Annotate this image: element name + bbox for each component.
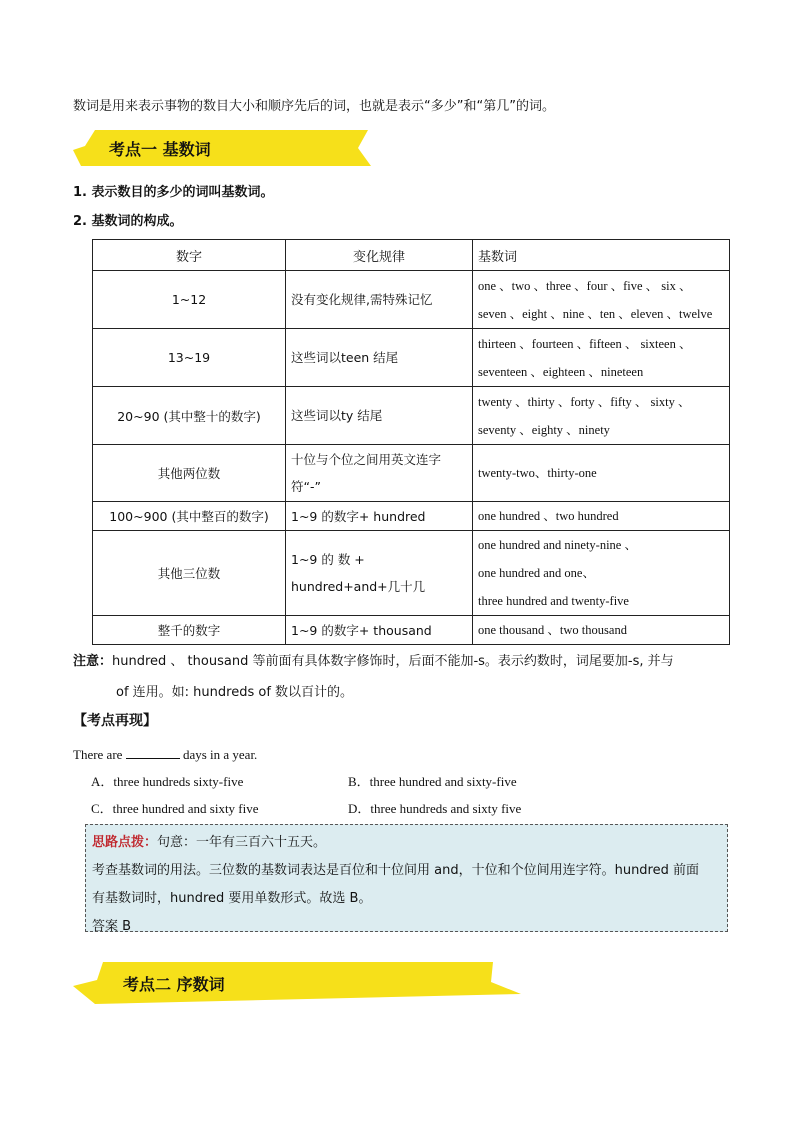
question-text: There are days in a year.	[73, 747, 258, 762]
option-b[interactable]: B．three hundred and sixty-five	[348, 774, 517, 789]
hint-answer: 答案 B	[92, 919, 132, 934]
point-2: 2. 基数词的构成。	[73, 214, 183, 229]
answer-blank	[126, 746, 180, 759]
header-number: 数字	[93, 240, 286, 271]
header-words: 基数词	[473, 240, 730, 271]
cardinal-table	[92, 239, 730, 645]
table-header-row	[93, 240, 730, 271]
header-rule: 变化规律	[286, 240, 473, 271]
option-d[interactable]: D．three hundreds and sixty five	[348, 801, 522, 816]
table-row	[93, 502, 730, 531]
option-c[interactable]: C．three hundred and sixty five	[91, 801, 259, 816]
point-1: 1. 表示数目的多少的词叫基数词。	[73, 185, 274, 200]
section-title: 考点二 序数词	[123, 975, 225, 994]
cell-number: 1~12	[93, 271, 286, 329]
table-row	[93, 271, 730, 329]
cell-number: 20~90 (其中整十的数字)	[93, 387, 286, 445]
table-row	[93, 329, 730, 387]
cell-rule: 这些词以teen 结尾	[286, 329, 473, 387]
hint-line-3: 有基数词时，hundred 要用单数形式。故选 B。	[92, 891, 372, 906]
cell-words: twenty-two、thirty-one	[473, 445, 730, 502]
cell-words: thirteen 、fourteen 、fifteen 、 sixteen 、 seventeen 、eighteen 、nineteen	[473, 329, 730, 387]
cell-rule: 1~9 的数字+ thousand	[286, 616, 473, 645]
hint-line-2: 考查基数词的用法。三位数的基数词表达是百位和十位间用 and，十位和个位间用连字符。hundred 前面	[92, 863, 700, 878]
cell-number: 100~900 (其中整百的数字)	[93, 502, 286, 531]
section-title: 考点一 基数词	[109, 140, 211, 159]
cell-rule: 1~9 的 数 + hundred+and+几十几	[286, 531, 473, 616]
cell-rule: 十位与个位之间用英文连字符“-”	[286, 445, 473, 502]
note-block	[73, 646, 733, 708]
table-row	[93, 616, 730, 645]
section-banner-2	[73, 960, 523, 1000]
table-row	[93, 387, 730, 445]
note-line-2: of 连用。如: hundreds of 数以百计的。	[116, 685, 354, 700]
section-banner-1	[73, 128, 373, 168]
option-a[interactable]: A．three hundreds sixty-five	[91, 774, 244, 789]
note-line-1: hundred 、 thousand 等前面有具体数字修饰时，后面不能加-s。表示约数时，词尾要加-s, 并与	[112, 654, 674, 669]
table-row	[93, 531, 730, 616]
cell-rule: 1~9 的数字+ hundred	[286, 502, 473, 531]
cell-words: one 、two 、three 、four 、five 、 six 、 seven 、eight 、nine 、ten 、eleven 、twelve	[473, 271, 730, 329]
note-label: 注意：	[73, 654, 113, 669]
cell-words: one hundred and ninety-nine 、 one hundred and one、 three hundred and twenty-five	[473, 531, 730, 616]
intro-text: 数词是用来表示事物的数目大小和顺序先后的词，也就是表示“多少”和“第几”的词。	[73, 99, 555, 114]
hint-line-1: 句意：一年有三百六十五天。	[157, 835, 327, 850]
review-title: 【考点再现】	[73, 713, 157, 729]
hint-label: 思路点拨：	[92, 835, 158, 850]
hint-box	[85, 824, 728, 932]
cell-words: one hundred 、two hundred	[473, 502, 730, 531]
cell-number: 13~19	[93, 329, 286, 387]
cell-rule: 这些词以ty 结尾	[286, 387, 473, 445]
table-row	[93, 445, 730, 502]
cell-number: 其他两位数	[93, 445, 286, 502]
cell-rule: 没有变化规律,需特殊记忆	[286, 271, 473, 329]
cell-number: 其他三位数	[93, 531, 286, 616]
cell-words: one thousand 、two thousand	[473, 616, 730, 645]
cell-number: 整千的数字	[93, 616, 286, 645]
cell-words: twenty 、thirty 、forty 、fifty 、 sixty 、 seventy 、eighty 、ninety	[473, 387, 730, 445]
